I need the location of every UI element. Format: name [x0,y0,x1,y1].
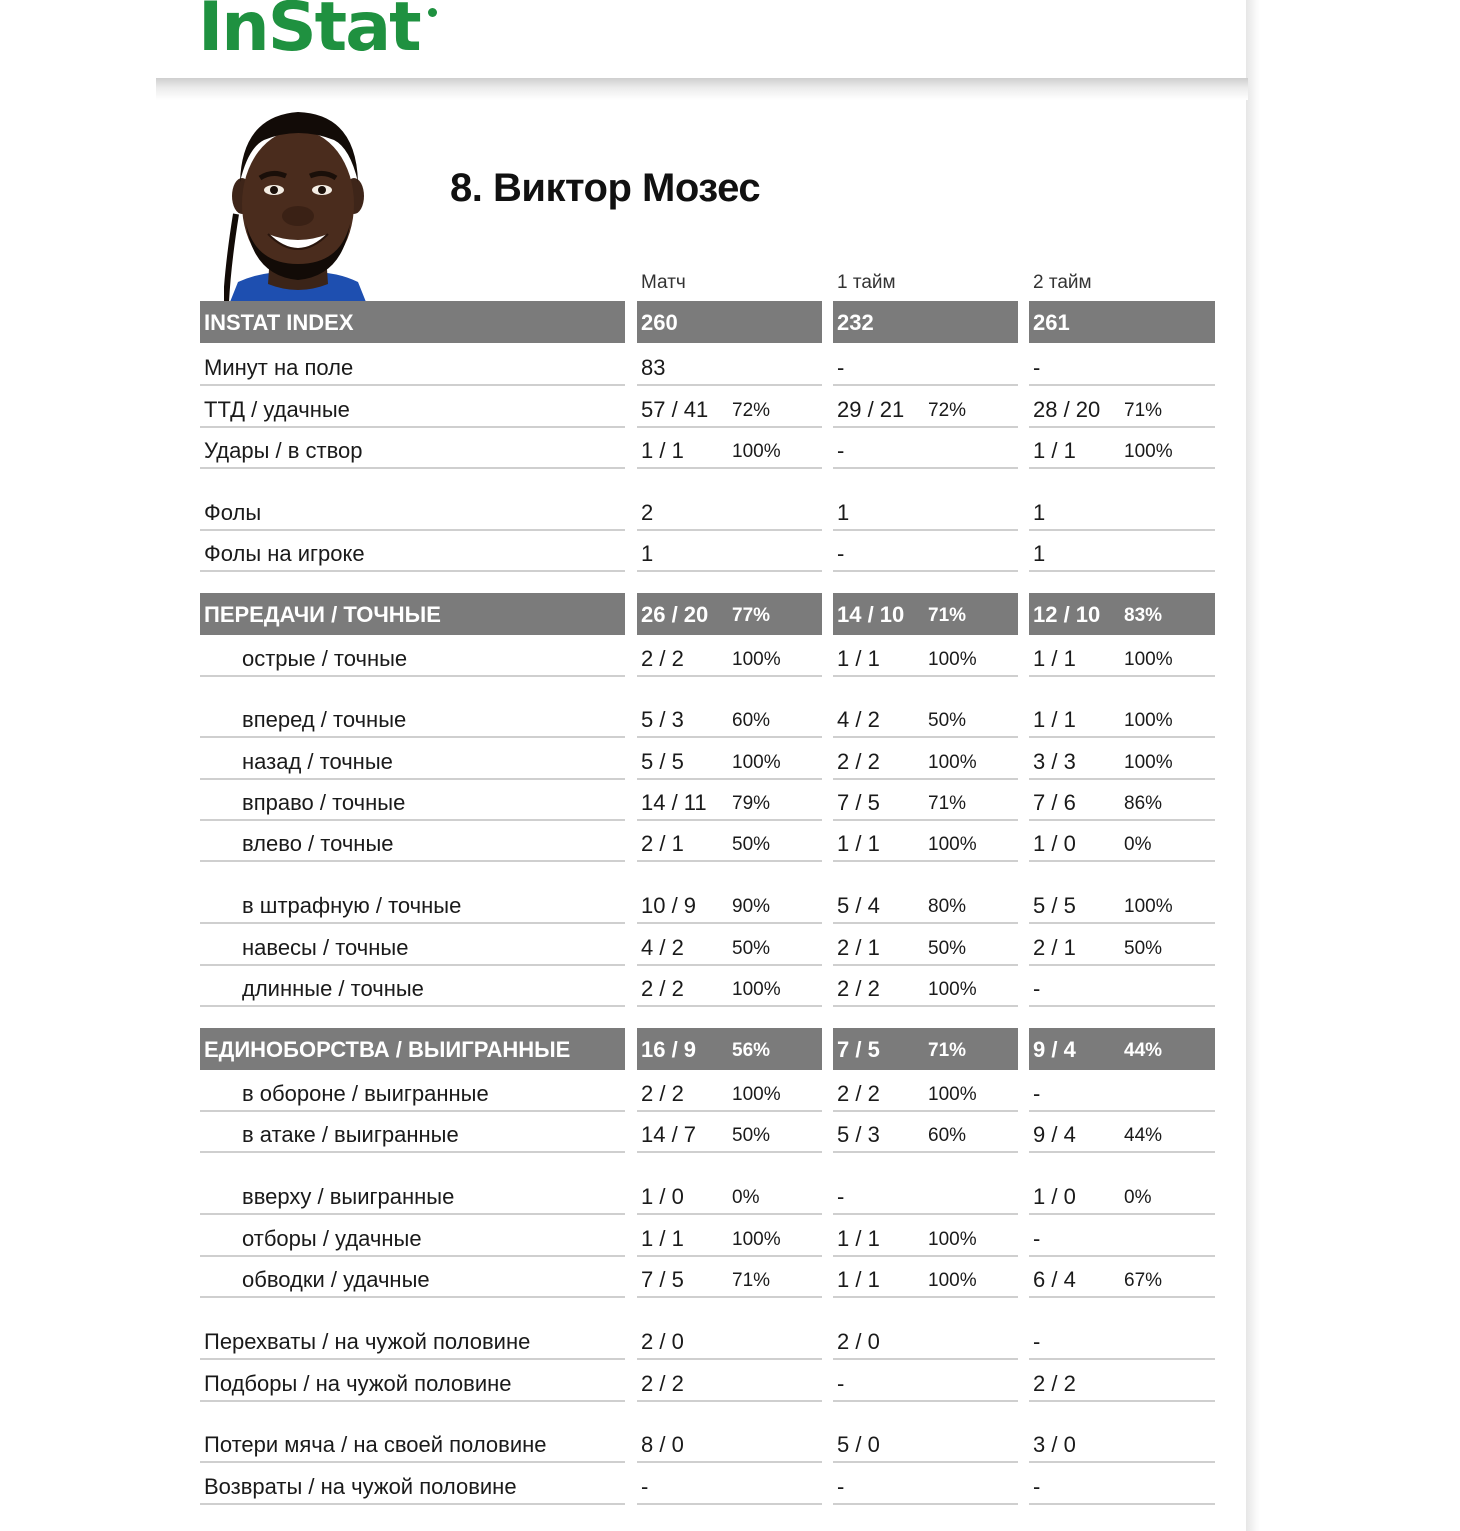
page-edge-shadow [1246,0,1260,1531]
stat-percentage: 100% [1124,896,1173,917]
stat-row-value-cell [833,346,1018,386]
stat-label: Удары / в створ [204,438,363,463]
stat-value: 2 / 1 [1033,935,1076,960]
stat-value: 6 / 4 [1033,1267,1076,1292]
stat-label: вправо / точные [242,790,406,815]
stat-percentage: 100% [928,1270,977,1291]
stat-label: Фолы на игроке [204,541,365,566]
stat-row-value-cell [637,781,822,821]
stat-value: 5 / 5 [1033,893,1076,918]
stat-row-value-cell [1029,740,1215,780]
stat-value: 7 / 5 [837,1037,880,1062]
stat-percentage: 60% [732,710,771,731]
stat-percentage: 71% [928,1040,967,1061]
stat-row-value-cell [637,1217,822,1257]
stat-row-value-cell [1029,698,1215,738]
stat-row-value-cell [637,1465,822,1505]
instat-logo: InStat [198,0,420,67]
stat-row-value-cell [833,1465,1018,1505]
stat-label: Подборы / на чужой половине [204,1371,512,1396]
stat-percentage: 44% [1124,1040,1163,1061]
stat-row-value-cell [833,637,1018,677]
stat-value: 14 / 7 [641,1122,697,1147]
stat-value: 2 / 2 [641,1371,684,1396]
section-header-row-value-cell [1029,301,1215,343]
stat-value: 3 / 0 [1033,1432,1076,1457]
stat-row-value-cell [637,926,822,966]
section-title: ПЕРЕДАЧИ / ТОЧНЫЕ [204,602,441,627]
stat-row-value-cell [833,822,1018,862]
stat-value: 9 / 4 [1033,1122,1076,1147]
stat-row-value-cell [833,698,1018,738]
stat-row-label-cell [200,740,625,780]
stat-value: - [1033,1329,1041,1354]
stat-row-value-cell [1029,1465,1215,1505]
stat-row-value-cell [1029,1423,1215,1463]
stat-value: 5 / 3 [837,1122,880,1147]
stat-row-label-cell [200,388,625,428]
stat-row-label-cell [200,1465,625,1505]
stat-percentage: 100% [732,649,781,670]
stat-percentage: 71% [928,793,967,814]
stat-value: 10 / 9 [641,893,697,918]
player-name: 8. Виктор Мозес [450,166,761,210]
stat-label: Возвраты / на чужой половине [204,1474,517,1499]
stat-row-value-cell [637,1175,822,1215]
stat-row-value-cell [833,781,1018,821]
stat-percentage: 0% [1124,834,1152,855]
stat-row-value-cell [637,388,822,428]
stat-row-value-cell [833,429,1018,469]
stat-row-value-cell [1029,491,1215,531]
stat-value: 3 / 3 [1033,749,1076,774]
section-header-row-value-cell [833,1028,1018,1070]
section-header-row-value-cell [833,301,1018,343]
stat-value: 8 / 0 [641,1432,684,1457]
stat-value: 2 / 2 [641,646,684,671]
stat-percentage: 77% [732,605,771,626]
stat-value: - [1033,355,1041,380]
stat-row-label-cell [200,1258,625,1298]
stat-row-label-cell [200,926,625,966]
stat-value: 1 / 1 [1033,646,1076,671]
stat-percentage: 67% [1124,1270,1163,1291]
stat-value: 4 / 2 [641,935,684,960]
stat-row-label-cell [200,532,625,572]
stat-percentage: 72% [928,400,967,421]
stat-value: - [1033,1226,1041,1251]
stat-row-label-cell [200,346,625,386]
stat-value: 26 / 20 [641,602,709,627]
stat-value: 5 / 4 [837,893,880,918]
stat-percentage: 50% [732,834,771,855]
stat-value: 1 / 1 [641,438,684,463]
stat-value: 57 / 41 [641,397,709,422]
stat-row-label-cell [200,491,625,531]
section-title: ЕДИНОБОРСТВА / ВЫИГРАННЫЕ [204,1037,571,1062]
stat-label: вверху / выигранные [242,1184,455,1209]
stat-label: Фолы [204,500,262,525]
section-header-row-value-cell [1029,593,1215,635]
stat-row-value-cell [833,1423,1018,1463]
stat-value: - [837,1371,845,1396]
stat-value: 2 / 2 [837,749,880,774]
stat-percentage: 0% [1124,1187,1152,1208]
stat-row-value-cell [637,1320,822,1360]
stat-row-label-cell [200,1113,625,1153]
stat-label: обводки / удачные [242,1267,430,1292]
stat-row-value-cell [637,1113,822,1153]
stat-percentage: 50% [732,1125,771,1146]
stat-percentage: 100% [732,1084,781,1105]
section-header-row-value-cell [637,593,822,635]
stat-value: 1 [837,500,850,525]
stat-value: 83 [641,355,666,380]
stat-percentage: 79% [732,793,771,814]
stat-row-value-cell [833,1320,1018,1360]
stat-value: - [641,1474,649,1499]
stat-value: 232 [837,310,874,335]
stat-value: 2 / 2 [1033,1371,1076,1396]
section-header-row-label-cell [200,301,625,343]
stat-value: 2 / 1 [641,831,684,856]
stat-row-label-cell [200,967,625,1007]
stat-row-value-cell [637,822,822,862]
stat-label: ТТД / удачные [204,397,350,422]
stat-value: - [1033,976,1041,1001]
stat-percentage: 100% [928,752,977,773]
column-header-first-half: 1 тайм [837,272,896,293]
stat-value: 2 / 0 [837,1329,880,1354]
stat-value: 7 / 6 [1033,790,1076,815]
stat-value: 2 / 2 [837,1081,880,1106]
stat-value: 1 [1033,541,1046,566]
stat-label: в штрафную / точные [242,893,462,918]
stat-percentage: 90% [732,896,771,917]
stat-row-label-cell [200,1072,625,1112]
stat-percentage: 0% [732,1187,760,1208]
stat-label: Минут на поле [204,355,354,380]
stat-value: 1 / 1 [641,1226,684,1251]
stat-value: 5 / 0 [837,1432,880,1457]
stat-value: 1 [641,541,654,566]
stat-percentage: 100% [732,1229,781,1250]
stat-label: назад / точные [242,749,393,774]
stat-row-value-cell [1029,637,1215,677]
stat-row-value-cell [833,491,1018,531]
stat-percentage: 100% [732,979,781,1000]
stat-row-value-cell [833,1362,1018,1402]
stat-row-value-cell [637,1258,822,1298]
stat-row-value-cell [1029,1362,1215,1402]
stat-row-value-cell [637,532,822,572]
stat-percentage: 100% [732,441,781,462]
stat-percentage: 72% [732,400,771,421]
stat-label: Перехваты / на чужой половине [204,1329,531,1354]
logo-mark [428,8,437,17]
stat-percentage: 100% [928,649,977,670]
stat-row-value-cell [833,967,1018,1007]
stat-row-value-cell [833,884,1018,924]
stat-row-value-cell [1029,1175,1215,1215]
player-photo [224,104,372,302]
stat-value: 2 [641,500,654,525]
stat-value: 1 / 0 [641,1184,684,1209]
stat-value: 14 / 11 [641,790,707,815]
stat-percentage: 100% [732,752,781,773]
stat-value: - [837,355,845,380]
stat-value: 2 / 0 [641,1329,684,1354]
stat-row-value-cell [1029,1072,1215,1112]
stat-value: 28 / 20 [1033,397,1101,422]
stat-value: 1 [1033,500,1046,525]
stat-value: 12 / 10 [1033,602,1101,627]
stat-row-value-cell [1029,822,1215,862]
stat-percentage: 83% [1124,605,1163,626]
stat-row-value-cell [637,491,822,531]
stat-value: 2 / 2 [837,976,880,1001]
stat-row-label-cell [200,1217,625,1257]
stat-row-label-cell [200,1320,625,1360]
stat-row-value-cell [637,1362,822,1402]
stat-row-value-cell [833,926,1018,966]
stat-value: - [837,541,845,566]
stat-percentage: 44% [1124,1125,1163,1146]
stat-row-value-cell [833,1175,1018,1215]
stat-value: 260 [641,310,678,335]
stat-row-value-cell [833,1113,1018,1153]
stat-percentage: 86% [1124,793,1163,814]
stat-percentage: 100% [1124,649,1173,670]
stat-value: 1 / 1 [837,646,880,671]
stat-value: 5 / 5 [641,749,684,774]
stat-row-value-cell [637,1072,822,1112]
stat-percentage: 100% [928,979,977,1000]
stat-row-value-cell [637,698,822,738]
stat-value: 9 / 4 [1033,1037,1076,1062]
stat-row-value-cell [637,740,822,780]
stat-value: - [837,1474,845,1499]
stat-value: 1 / 0 [1033,831,1076,856]
stat-label: отборы / удачные [242,1226,422,1251]
stat-row-label-cell [200,1362,625,1402]
stat-percentage: 100% [928,834,977,855]
stat-label: навесы / точные [242,935,409,960]
stat-row-label-cell [200,637,625,677]
stat-value: - [837,438,845,463]
stat-row-value-cell [1029,781,1215,821]
section-title: INSTAT INDEX [204,310,354,335]
stat-value: 16 / 9 [641,1037,697,1062]
stat-percentage: 100% [1124,441,1173,462]
stat-row-value-cell [1029,967,1215,1007]
stat-value: 14 / 10 [837,602,905,627]
stat-value: 2 / 2 [641,1081,684,1106]
stat-value: 261 [1033,310,1070,335]
section-header-row-value-cell [637,1028,822,1070]
stat-value: 1 / 1 [837,1226,880,1251]
stat-value: - [837,1184,845,1209]
stat-value: 7 / 5 [837,790,880,815]
stat-percentage: 56% [732,1040,771,1061]
stat-value: 1 / 1 [1033,707,1076,732]
stat-value: 7 / 5 [641,1267,684,1292]
stat-percentage: 71% [732,1270,771,1291]
stat-row-value-cell [1029,884,1215,924]
stat-label: влево / точные [242,831,394,856]
stat-percentage: 71% [1124,400,1163,421]
section-header-row-value-cell [1029,1028,1215,1070]
stat-row-value-cell [637,884,822,924]
stat-row-value-cell [637,346,822,386]
stat-percentage: 50% [1124,938,1163,959]
stat-row-value-cell [833,1072,1018,1112]
stat-percentage: 50% [732,938,771,959]
section-header-row-label-cell [200,1028,625,1070]
stat-percentage: 60% [928,1125,967,1146]
section-header-row-value-cell [637,301,822,343]
stat-value: - [1033,1474,1041,1499]
stat-value: 2 / 1 [837,935,880,960]
stat-row-label-cell [200,822,625,862]
stat-row-value-cell [1029,346,1215,386]
stat-value: 5 / 3 [641,707,684,732]
stat-percentage: 100% [928,1229,977,1250]
stat-row-value-cell [833,1217,1018,1257]
stat-label: Потери мяча / на своей половине [204,1432,547,1457]
stat-percentage: 80% [928,896,967,917]
stat-row-value-cell [1029,926,1215,966]
stat-row-value-cell [1029,1113,1215,1153]
stat-row-value-cell [1029,388,1215,428]
stat-value: 1 / 0 [1033,1184,1076,1209]
stat-row-value-cell [1029,1320,1215,1360]
stat-percentage: 100% [1124,752,1173,773]
stat-label: острые / точные [242,646,408,671]
stat-row-value-cell [1029,1258,1215,1298]
stat-percentage: 100% [1124,710,1173,731]
stat-value: 1 / 1 [837,1267,880,1292]
section-header-row-label-cell [200,593,625,635]
stat-value: 2 / 2 [641,976,684,1001]
stat-row-label-cell [200,1175,625,1215]
stat-row-value-cell [833,532,1018,572]
stat-percentage: 50% [928,938,967,959]
stat-label: в обороне / выигранные [242,1081,489,1106]
stat-row-value-cell [1029,1217,1215,1257]
stat-row-label-cell [200,884,625,924]
header-divider [156,78,1248,100]
stat-value: 1 / 1 [837,831,880,856]
stat-label: в атаке / выигранные [242,1122,459,1147]
section-header-row-value-cell [833,593,1018,635]
stat-value: 4 / 2 [837,707,880,732]
stat-row-label-cell [200,698,625,738]
stat-row-value-cell [1029,532,1215,572]
stat-row-label-cell [200,781,625,821]
stat-row-value-cell [833,1258,1018,1298]
stat-percentage: 100% [928,1084,977,1105]
column-header-match: Матч [641,272,686,293]
stat-value: - [1033,1081,1041,1106]
stat-label: длинные / точные [242,976,424,1001]
stat-row-value-cell [637,429,822,469]
stat-label: вперед / точные [242,707,407,732]
column-header-second-half: 2 тайм [1033,272,1092,293]
stat-value: 29 / 21 [837,397,905,422]
stat-row-value-cell [833,388,1018,428]
stat-row-value-cell [833,740,1018,780]
stat-percentage: 50% [928,710,967,731]
stat-row-value-cell [637,1423,822,1463]
stat-row-label-cell [200,429,625,469]
stat-percentage: 71% [928,605,967,626]
stat-row-value-cell [1029,429,1215,469]
stat-row-value-cell [637,967,822,1007]
stat-row-value-cell [637,637,822,677]
stat-row-label-cell [200,1423,625,1463]
stat-value: 1 / 1 [1033,438,1076,463]
